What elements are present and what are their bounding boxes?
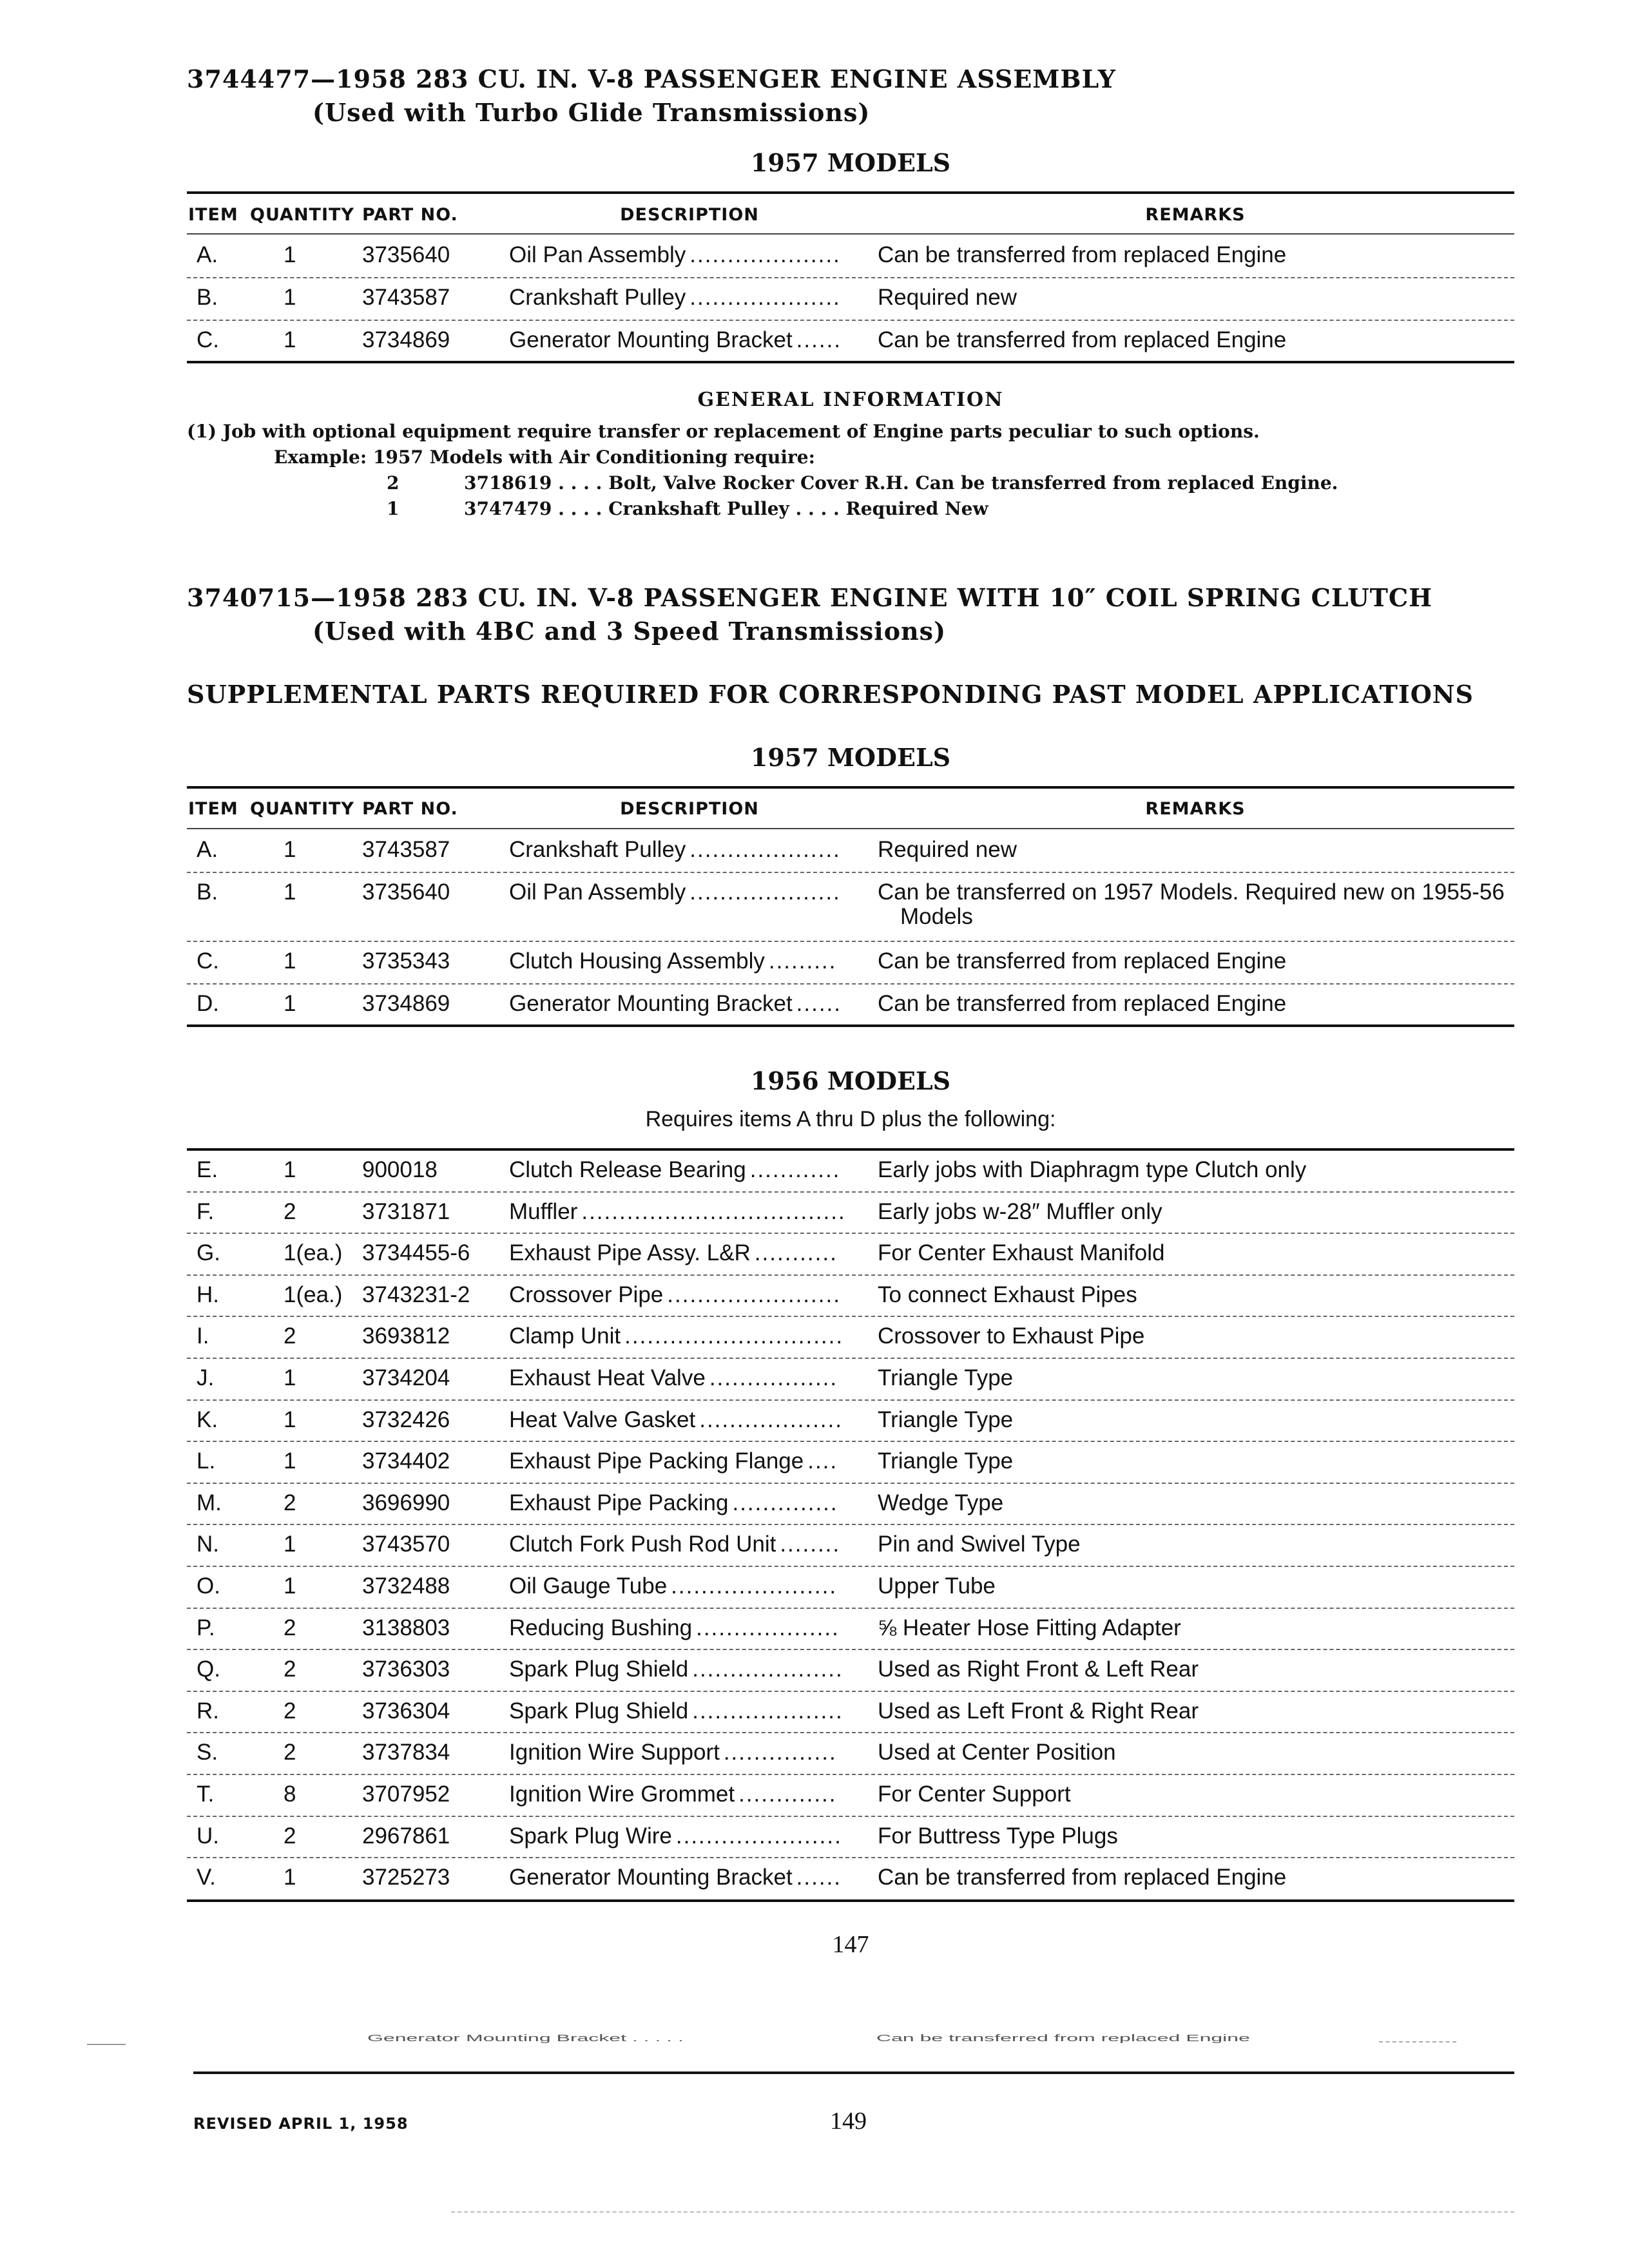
footer-rule — [193, 2071, 1514, 2074]
leader-dots: ...... — [796, 991, 842, 1016]
cell-item: C. — [197, 948, 219, 974]
scan-mark — [1379, 2041, 1456, 2042]
leader-dots: ................................... — [581, 1198, 846, 1224]
cell-quantity: 1 — [284, 242, 296, 267]
bleed-through-text: Can be transferred from replaced Engine — [876, 2033, 1250, 2044]
cell-description: Clutch Housing Assembly — [509, 948, 765, 974]
table1-top-rule — [187, 191, 1514, 194]
cell-item: G. — [197, 1240, 220, 1266]
cell-quantity: 1 — [284, 879, 296, 905]
leader-dots: .............. — [732, 1490, 838, 1515]
cell-item: A. — [197, 837, 218, 862]
row-divider — [187, 1191, 1514, 1193]
general-info-part: 3718619 . . . . Bolt, Valve Rocker Cover R.H. Can be transferred from replaced Engine. — [464, 472, 1338, 494]
col-quantity: QUANTITY — [250, 205, 354, 225]
row-divider — [187, 1524, 1514, 1525]
general-info-qty: 2 — [387, 472, 400, 494]
section2-models-heading: 1957 MODELS — [750, 743, 951, 772]
cell-description: Generator Mounting Bracket — [509, 327, 793, 352]
cell-part-no: 3731871 — [362, 1198, 450, 1224]
row-divider — [187, 1316, 1514, 1317]
section1-models-heading: 1957 MODELS — [750, 148, 951, 177]
cell-item: Q. — [197, 1657, 220, 1682]
general-info-line: (1) Job with optional equipment require transfer or replacement of Engine parts peculiar to such options. — [187, 421, 1260, 442]
table1-bottom-rule — [187, 361, 1514, 363]
cell-quantity: 1 — [284, 948, 296, 974]
cell-remarks: Can be transferred from replaced Engine — [878, 327, 1287, 352]
general-info-part: 3747479 . . . . Crankshaft Pulley . . . . Required New — [464, 498, 988, 519]
row-divider — [187, 941, 1514, 942]
cell-description: Oil Pan Assembly — [509, 879, 686, 905]
cell-item: J. — [197, 1365, 215, 1390]
table3-bottom-rule — [187, 1899, 1514, 1902]
leader-dots: ............. — [738, 1782, 837, 1807]
table3-top-rule — [187, 1148, 1514, 1151]
table1-header-rule — [187, 233, 1514, 235]
row-divider — [187, 1816, 1514, 1817]
leader-dots: ...... — [796, 1865, 842, 1890]
row-divider — [187, 1691, 1514, 1692]
cell-item: S. — [197, 1740, 218, 1765]
section3-models-heading: 1956 MODELS — [750, 1066, 951, 1095]
cell-remarks: For Center Support — [878, 1782, 1071, 1807]
cell-description: Spark Plug Wire — [509, 1823, 672, 1849]
cell-quantity: 1 — [284, 327, 296, 352]
cell-description: Oil Gauge Tube — [509, 1573, 668, 1599]
supplemental-heading: SUPPLEMENTAL PARTS REQUIRED FOR CORRESPONDING PAST MODEL APPLICATIONS — [187, 680, 1474, 709]
leader-dots: ...................... — [671, 1573, 838, 1599]
leader-dots: .................... — [692, 1657, 843, 1682]
cell-description: Exhaust Pipe Packing Flange — [509, 1448, 804, 1474]
leader-dots: ....................... — [667, 1282, 841, 1307]
bleed-through-text: Generator Mounting Bracket . . . . . — [367, 2033, 684, 2044]
cell-remarks: Required new — [878, 837, 1017, 862]
cell-item: T. — [197, 1782, 215, 1807]
scan-mark — [87, 2044, 126, 2045]
cell-quantity: 1 — [284, 1573, 296, 1599]
leader-dots: ............... — [723, 1740, 837, 1765]
cell-item: F. — [197, 1198, 215, 1224]
cell-description: Spark Plug Shield — [509, 1657, 689, 1682]
cell-description: Exhaust Pipe Assy. L&R — [509, 1240, 751, 1266]
leader-dots: .... — [807, 1448, 838, 1474]
cell-part-no: 3735640 — [362, 879, 450, 905]
cell-part-no: 3734869 — [362, 327, 450, 352]
cell-item: A. — [197, 242, 218, 267]
general-info-heading: GENERAL INFORMATION — [697, 389, 1004, 411]
cell-part-no: 3736304 — [362, 1698, 450, 1724]
cell-part-no: 900018 — [362, 1157, 438, 1182]
cell-part-no: 3732426 — [362, 1407, 450, 1432]
col-part-no: PART NO. — [362, 799, 458, 819]
cell-item: U. — [197, 1823, 219, 1849]
cell-description: Exhaust Pipe Packing — [509, 1490, 729, 1515]
row-divider — [187, 320, 1514, 321]
row-divider — [187, 1233, 1514, 1234]
cell-remarks: Can be transferred from replaced Engine — [878, 1865, 1287, 1890]
cell-remarks: Used as Right Front & Left Rear — [878, 1657, 1199, 1682]
section1-title: 3744477—1958 283 CU. IN. V-8 PASSENGER ENGINE ASSEMBLY — [187, 64, 1116, 93]
row-divider — [187, 277, 1514, 278]
row-divider — [187, 1358, 1514, 1359]
cell-remarks: Can be transferred from replaced Engine — [878, 948, 1287, 974]
cell-part-no: 3734402 — [362, 1448, 450, 1474]
cell-part-no: 2967861 — [362, 1823, 450, 1849]
cell-quantity: 8 — [284, 1782, 296, 1807]
cell-remarks: ⅝ Heater Hose Fitting Adapter — [878, 1615, 1181, 1640]
cell-quantity: 1 — [284, 1532, 296, 1557]
cell-remarks: To connect Exhaust Pipes — [878, 1282, 1137, 1307]
cell-item: V. — [197, 1865, 216, 1890]
leader-dots: ............................. — [624, 1323, 844, 1349]
leader-dots: ................. — [709, 1365, 838, 1390]
cell-item: B. — [197, 879, 218, 905]
leader-dots: ......... — [768, 948, 837, 974]
cell-remarks: For Center Exhaust Manifold — [878, 1240, 1165, 1266]
leader-dots: ........... — [754, 1240, 838, 1266]
cell-remarks: Pin and Swivel Type — [878, 1532, 1081, 1557]
row-divider — [187, 983, 1514, 985]
section1-subtitle: (Used with Turbo Glide Transmissions) — [313, 98, 871, 127]
cell-quantity: 1 — [284, 1448, 296, 1474]
cell-part-no: 3693812 — [362, 1323, 450, 1349]
leader-dots: .................... — [689, 285, 841, 310]
cell-quantity: 2 — [284, 1615, 296, 1640]
cell-description: Crankshaft Pulley — [509, 837, 686, 862]
table2-header-rule — [187, 828, 1514, 829]
cell-part-no: 3743570 — [362, 1532, 450, 1557]
cell-quantity: 2 — [284, 1657, 296, 1682]
cell-remarks: Crossover to Exhaust Pipe — [878, 1323, 1145, 1349]
cell-description: Muffler — [509, 1198, 578, 1224]
cell-part-no: 3743587 — [362, 285, 450, 310]
cell-part-no: 3734869 — [362, 991, 450, 1016]
cell-part-no: 3707952 — [362, 1782, 450, 1807]
page-number: 149 — [830, 2108, 867, 2135]
section2-subtitle: (Used with 4BC and 3 Speed Transmissions) — [313, 617, 947, 646]
cell-part-no: 3734204 — [362, 1365, 450, 1390]
cell-item: P. — [197, 1615, 215, 1640]
cell-item: R. — [197, 1698, 219, 1724]
cell-quantity: 1 — [284, 837, 296, 862]
col-remarks: REMARKS — [1145, 205, 1246, 225]
cell-remarks: Early jobs with Diaphragm type Clutch only — [878, 1157, 1307, 1182]
leader-dots: ................... — [696, 1615, 840, 1640]
cell-item: M. — [197, 1490, 222, 1515]
cell-description: Generator Mounting Bracket — [509, 1865, 793, 1890]
cell-quantity: 1 — [284, 1865, 296, 1890]
cell-remarks: Used at Center Position — [878, 1740, 1116, 1765]
col-description: DESCRIPTION — [620, 205, 759, 225]
col-remarks: REMARKS — [1145, 799, 1246, 819]
row-divider — [187, 1857, 1514, 1858]
cell-item: K. — [197, 1407, 218, 1432]
cell-quantity: 2 — [284, 1198, 296, 1224]
row-divider — [187, 1483, 1514, 1484]
cell-quantity: 2 — [284, 1323, 296, 1349]
leader-dots: ...... — [796, 327, 842, 352]
inner-page-number: 147 — [832, 1931, 869, 1958]
table2-bottom-rule — [187, 1024, 1514, 1027]
cell-part-no: 3138803 — [362, 1615, 450, 1640]
cell-remarks: Can be transferred on 1957 Models. Required new on 1955-56 — [878, 879, 1505, 905]
cell-remarks: Can be transferred from replaced Engine — [878, 991, 1287, 1016]
cell-item: D. — [197, 991, 219, 1016]
cell-item: H. — [197, 1282, 219, 1307]
cell-quantity: 1 — [284, 1407, 296, 1432]
cell-description: Reducing Bushing — [509, 1615, 693, 1640]
scan-mark — [451, 2211, 1514, 2213]
cell-remarks: Early jobs w-28″ Muffler only — [878, 1198, 1162, 1224]
row-divider — [187, 1774, 1514, 1775]
cell-part-no: 3725273 — [362, 1865, 450, 1890]
cell-description: Oil Pan Assembly — [509, 242, 686, 267]
leader-dots: ................... — [699, 1407, 843, 1432]
cell-remarks-continued: Models — [900, 904, 973, 929]
cell-description: Ignition Wire Support — [509, 1740, 720, 1765]
row-divider — [187, 1274, 1514, 1276]
cell-description: Heat Valve Gasket — [509, 1407, 696, 1432]
cell-description: Clutch Release Bearing — [509, 1157, 746, 1182]
cell-item: C. — [197, 327, 219, 352]
cell-quantity: 1(ea.) — [284, 1240, 343, 1266]
cell-quantity: 1 — [284, 285, 296, 310]
cell-part-no: 3735343 — [362, 948, 450, 974]
cell-quantity: 1 — [284, 1365, 296, 1390]
col-description: DESCRIPTION — [620, 799, 759, 819]
cell-quantity: 1 — [284, 991, 296, 1016]
cell-remarks: Triangle Type — [878, 1365, 1014, 1390]
leader-dots: .................... — [689, 837, 841, 862]
cell-description: Generator Mounting Bracket — [509, 991, 793, 1016]
cell-item: B. — [197, 285, 218, 310]
cell-remarks: Wedge Type — [878, 1490, 1004, 1515]
cell-part-no: 3743587 — [362, 837, 450, 862]
general-info-qty: 1 — [387, 498, 400, 519]
cell-description: Crankshaft Pulley — [509, 285, 686, 310]
cell-item: E. — [197, 1157, 218, 1182]
cell-description: Spark Plug Shield — [509, 1698, 689, 1724]
cell-part-no: 3734455-6 — [362, 1240, 470, 1266]
revised-date: REVISED APRIL 1, 1958 — [193, 2115, 409, 2133]
cell-remarks: Can be transferred from replaced Engine — [878, 242, 1287, 267]
cell-description: Clamp Unit — [509, 1323, 621, 1349]
cell-description: Ignition Wire Grommet — [509, 1782, 735, 1807]
section3-subtext: Requires items A thru D plus the following: — [645, 1107, 1056, 1131]
cell-item: L. — [197, 1448, 216, 1474]
row-divider — [187, 1732, 1514, 1733]
cell-quantity: 1(ea.) — [284, 1282, 343, 1307]
leader-dots: ...................... — [675, 1823, 842, 1849]
cell-remarks: Required new — [878, 285, 1017, 310]
cell-description: Clutch Fork Push Rod Unit — [509, 1532, 776, 1557]
cell-quantity: 1 — [284, 1157, 296, 1182]
leader-dots: ............ — [749, 1157, 841, 1182]
row-divider — [187, 872, 1514, 873]
cell-remarks: For Buttress Type Plugs — [878, 1823, 1118, 1849]
row-divider — [187, 1441, 1514, 1442]
section2-title: 3740715—1958 283 CU. IN. V-8 PASSENGER ENGINE WITH 10″ COIL SPRING CLUTCH — [187, 583, 1433, 612]
cell-part-no: 3736303 — [362, 1657, 450, 1682]
cell-item: I. — [197, 1323, 209, 1349]
col-item: ITEM — [188, 799, 238, 819]
cell-part-no: 3737834 — [362, 1740, 450, 1765]
leader-dots: .................... — [692, 1698, 843, 1724]
cell-quantity: 2 — [284, 1698, 296, 1724]
cell-part-no: 3735640 — [362, 242, 450, 267]
cell-quantity: 2 — [284, 1740, 296, 1765]
row-divider — [187, 1566, 1514, 1567]
cell-part-no: 3743231-2 — [362, 1282, 470, 1307]
leader-dots: .................... — [689, 242, 841, 267]
cell-description: Exhaust Heat Valve — [509, 1365, 706, 1390]
cell-remarks: Upper Tube — [878, 1573, 996, 1599]
general-info-example: Example: 1957 Models with Air Conditioning require: — [274, 447, 815, 468]
cell-description: Crossover Pipe — [509, 1282, 664, 1307]
cell-item: O. — [197, 1573, 220, 1599]
cell-item: N. — [197, 1532, 219, 1557]
cell-remarks: Used as Left Front & Right Rear — [878, 1698, 1199, 1724]
leader-dots: ........ — [780, 1532, 841, 1557]
row-divider — [187, 1608, 1514, 1609]
col-item: ITEM — [188, 205, 238, 225]
cell-part-no: 3696990 — [362, 1490, 450, 1515]
leader-dots: .................... — [689, 879, 841, 905]
cell-quantity: 2 — [284, 1490, 296, 1515]
cell-remarks: Triangle Type — [878, 1448, 1014, 1474]
col-quantity: QUANTITY — [250, 799, 354, 819]
row-divider — [187, 1649, 1514, 1650]
cell-quantity: 2 — [284, 1823, 296, 1849]
cell-part-no: 3732488 — [362, 1573, 450, 1599]
col-part-no: PART NO. — [362, 205, 458, 225]
cell-remarks: Triangle Type — [878, 1407, 1014, 1432]
table2-top-rule — [187, 786, 1514, 789]
row-divider — [187, 1399, 1514, 1401]
